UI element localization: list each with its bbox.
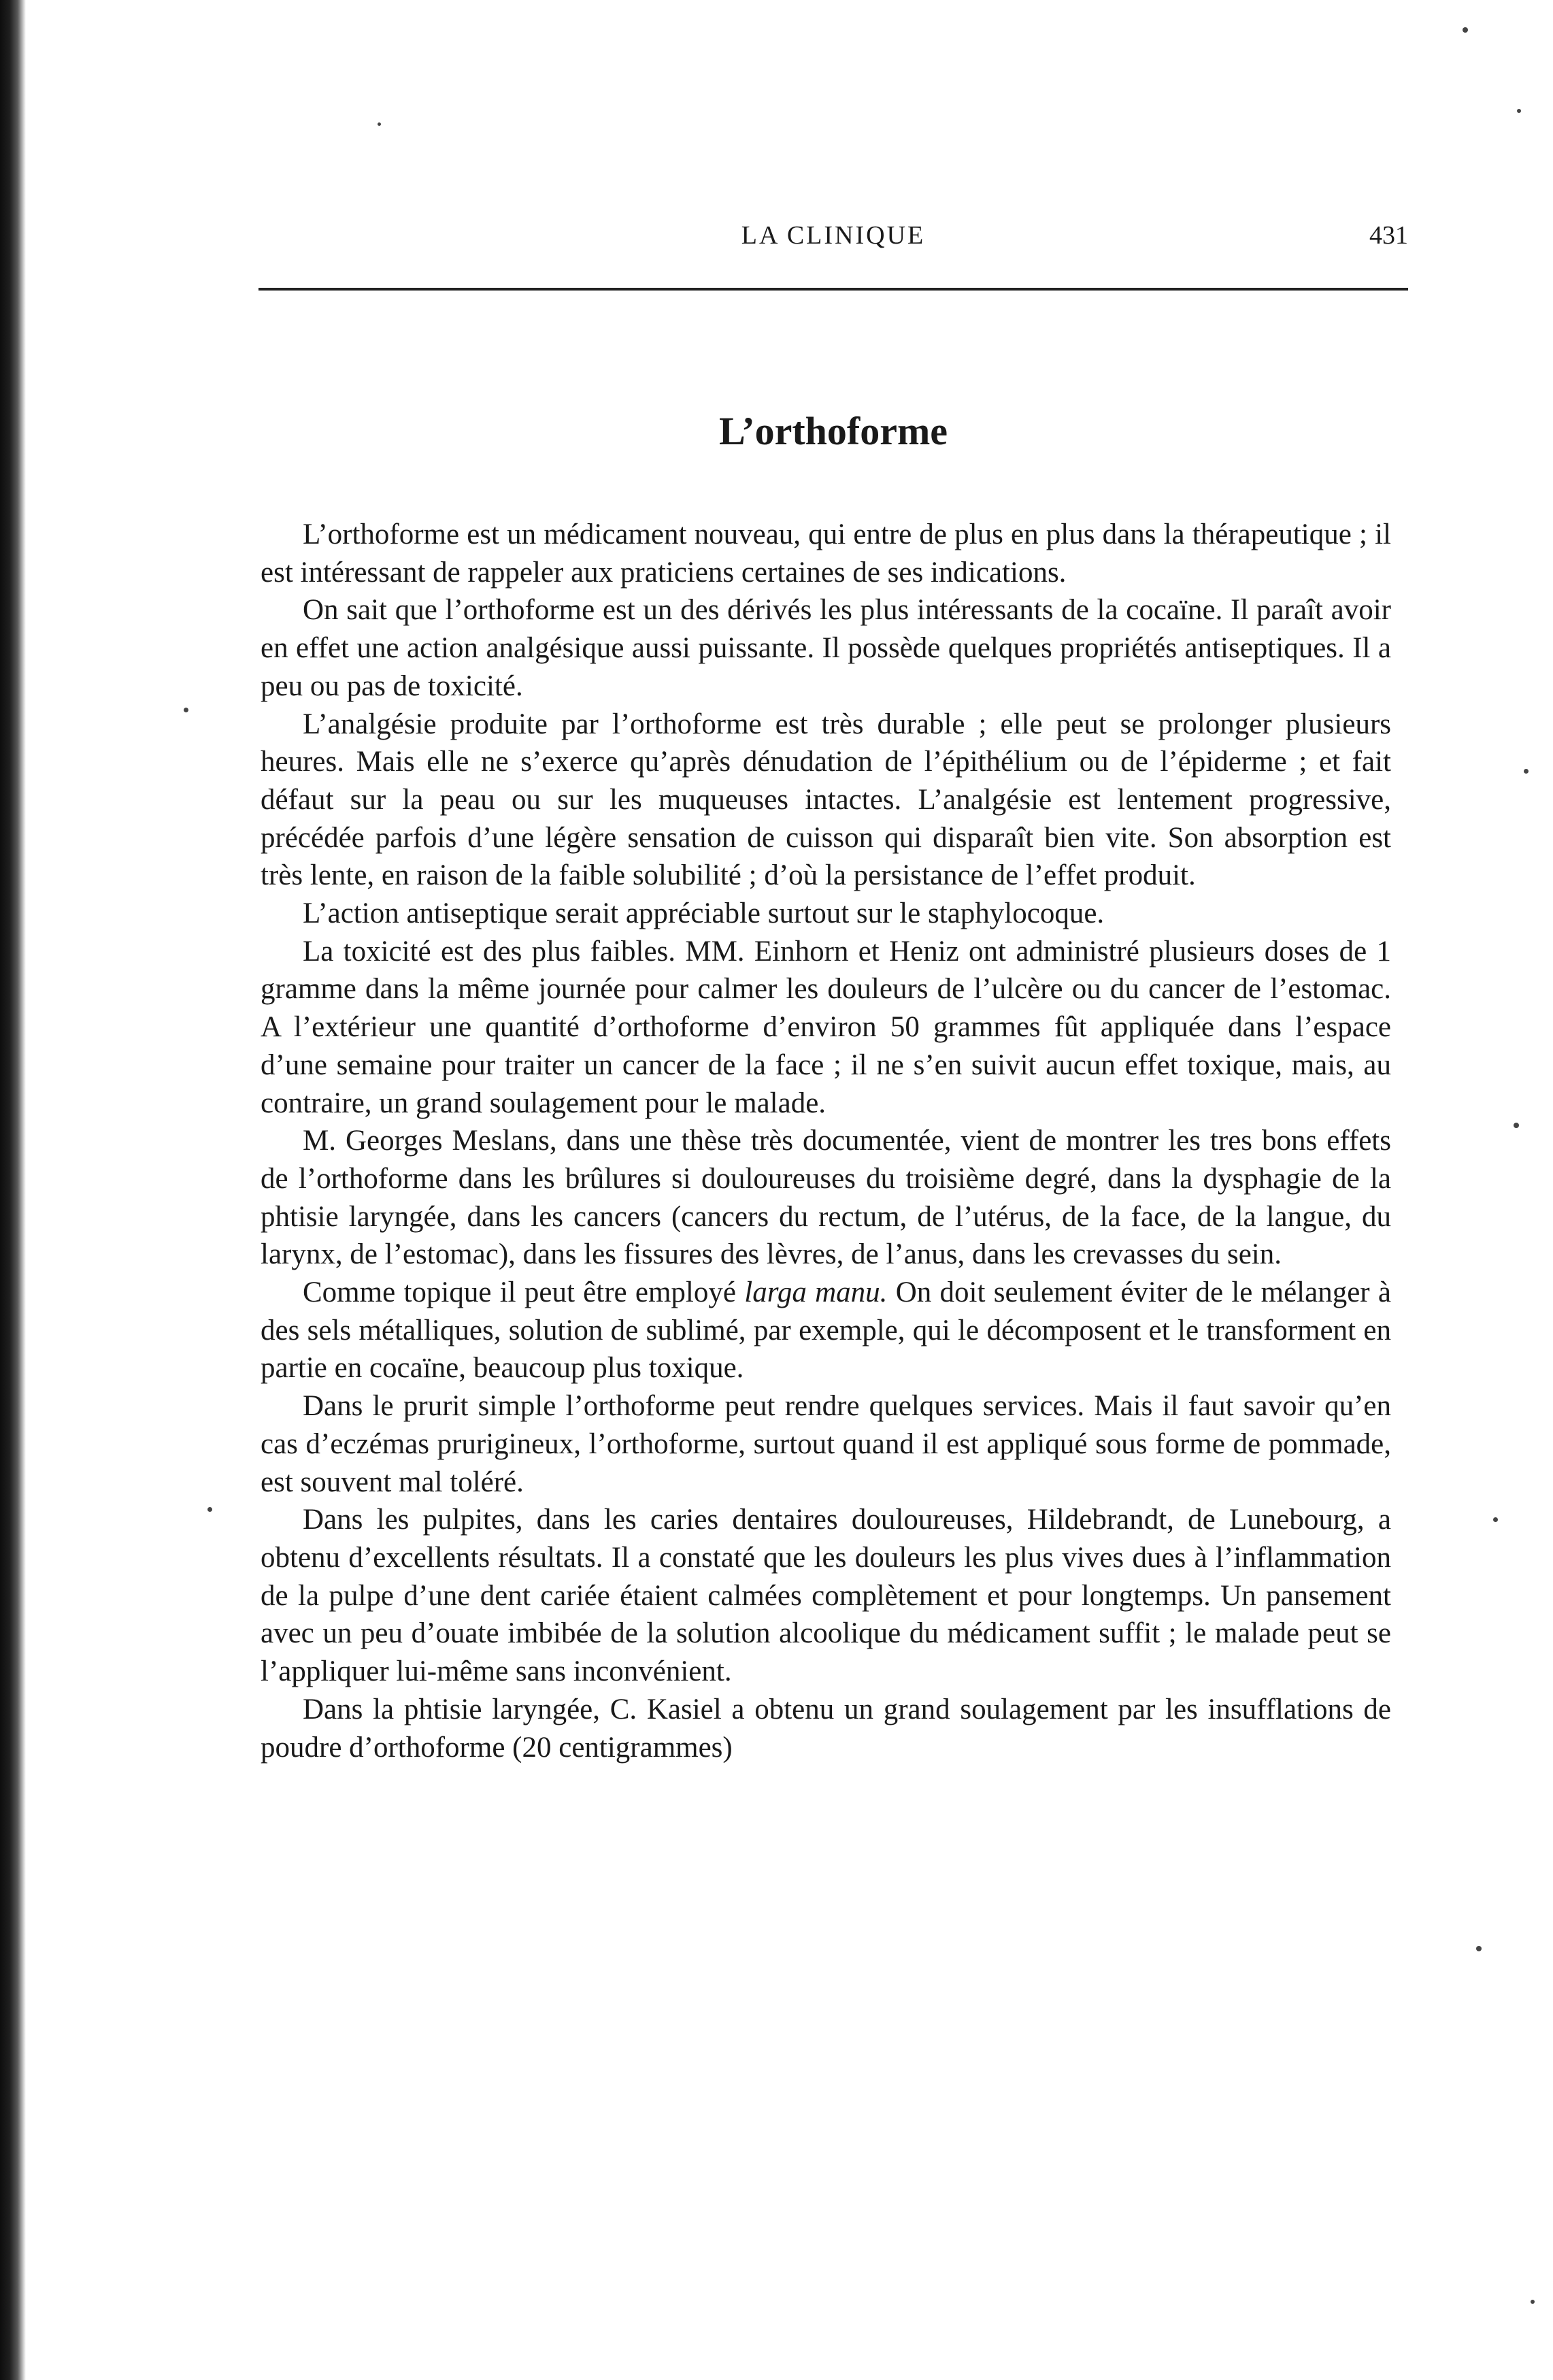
header-rule: [258, 288, 1408, 291]
paragraph: Dans le prurit simple l’orthoforme peut rendre quelques services. Mais il faut savoir qu’en cas d’eczémas prurigineux, l’orthoforme, surtout quand il est appliqué sous forme de pommade, est souvent mal toléré.: [261, 1390, 1391, 1498]
paragraph: L’orthoforme est un médicament nouveau, qui entre de plus en plus dans la thérapeutique ; il est intéressant de rappeler aux praticiens certaines de ses indications.: [261, 518, 1391, 589]
scan-speck: [184, 708, 188, 712]
paragraph: On sait que l’orthoforme est un des dérivés les plus intéressants de la cocaïne. Il paraît avoir en effet une action analgésique aussi puissante. Il possède quelques propriétés antiseptiques. Il a peu ou pas de toxicité.: [261, 594, 1391, 702]
article-body: [261, 516, 1391, 1766]
scan-speck: [1476, 1946, 1482, 1951]
scan-speck: [1531, 2300, 1535, 2304]
binding-edge: [0, 0, 26, 2380]
paragraph: Dans les pulpites, dans les caries dentaires douloureuses, Hildebrandt, de Lunebourg, a obtenu d’excellents résultats. Il a constaté que les douleurs les plus vives dues à l’inflammation de la pulpe d’une dent cariée étaient calmées complètement et pour longtemps. Un pansement avec un peu d’ouate imbibée de la solution alcoolique du médicament suffit ; le malade peut se l’appliquer lui-même sans inconvénient.: [261, 1504, 1391, 1688]
page-number: 431: [1369, 221, 1408, 250]
paragraph: [261, 1274, 1391, 1387]
scan-speck: [207, 1507, 212, 1512]
paragraph: L’action antiseptique serait appréciable surtout sur le staphylocoque.: [303, 897, 1105, 930]
scan-speck: [378, 122, 381, 126]
paragraph: M. Georges Meslans, dans une thèse très documentée, vient de montrer les tres bons effets de l’orthoforme dans les brûlures si douloureuses du troisième degré, dans la dysphagie de la phtisie laryngée, dans les cancers (cancers du rectum, de l’utérus, de la face, de la langue, du larynx, de l’estomac), dans les fissures des lèvres, de l’anus, dans les crevasses du sein.: [261, 1125, 1391, 1271]
paragraph-text: Comme topique il peut être employé: [303, 1276, 745, 1309]
latin-phrase: larga manu.: [744, 1276, 888, 1309]
paragraph: La toxicité est des plus faibles. MM. Einhorn et Heniz ont administré plusieurs doses de 1 gramme dans la même journée pour calmer les douleurs de l’ulcère ou du cancer de l’estomac. A l’extérieur une quantité d’orthoforme d’environ 50 grammes fût appliquée dans l’espace d’une semaine pour traiter un cancer de la face ; il ne s’en suivit aucun effet toxique, mais, au contraire, un grand soulagement pour le malade.: [261, 935, 1391, 1119]
scan-speck: [1517, 109, 1521, 113]
scan-speck: [1463, 27, 1468, 33]
scan-speck: [1493, 1517, 1498, 1522]
running-title: LA CLINIQUE: [741, 221, 926, 250]
scan-speck: [1514, 1123, 1519, 1128]
article-title: L’orthoforme: [718, 409, 948, 453]
paragraph: Dans la phtisie laryngée, C. Kasiel a obtenu un grand soulagement par les insufflations de poudre d’orthoforme (20 centigrammes): [261, 1693, 1391, 1764]
running-head: [258, 216, 1408, 257]
paragraph: L’analgésie produite par l’orthoforme est très durable ; elle peut se prolonger plusieurs heures. Mais elle ne s’exerce qu’après dénudation de l’épithélium ou de l’épiderme ; et fait défaut sur la peau ou sur les muqueuses intactes. L’analgésie est lentement progressive, précédée parfois d’une légère sensation de cuisson qui disparaît bien vite. Son absorption est très lente, en raison de la faible solubilité ; d’où la persistance de l’effet produit.: [261, 708, 1391, 892]
scan-speck: [1524, 769, 1529, 774]
paragraph-text: On doit seulement éviter de le mélanger à des sels métalliques, solution de sublimé, par exemple, qui le décomposent et le transforment en partie en cocaïne, beaucoup plus toxique.: [261, 1276, 1391, 1385]
